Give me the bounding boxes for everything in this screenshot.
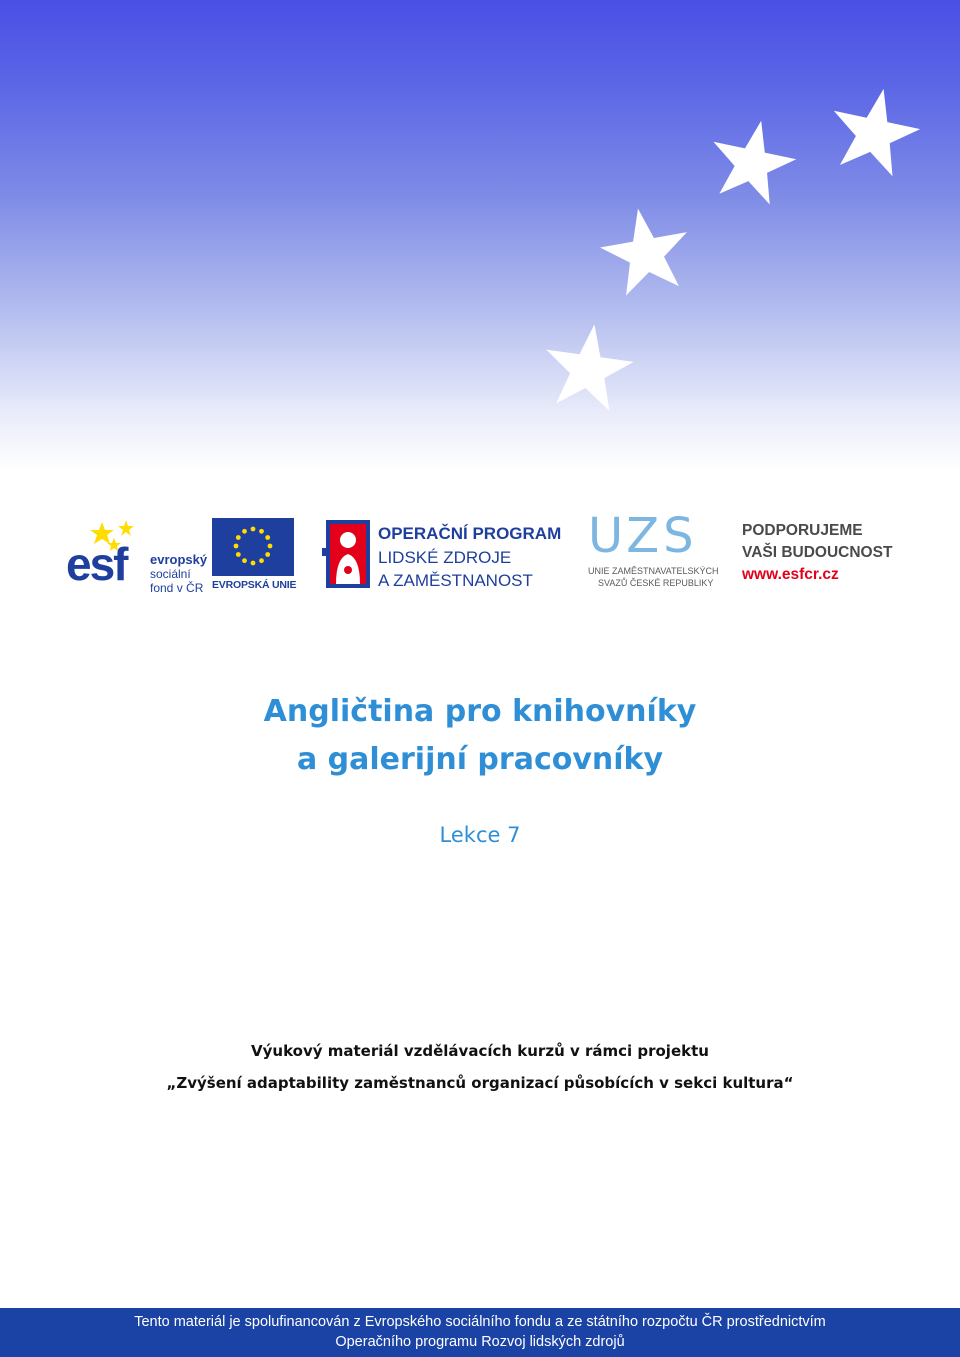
slogan-line-1: PODPORUJEME	[742, 522, 863, 539]
star-icon	[598, 206, 694, 302]
hero-banner	[0, 0, 960, 470]
eu-flag-icon	[212, 518, 294, 576]
uzs-text-2: SVAZŮ ČESKÉ REPUBLIKY	[598, 578, 714, 588]
esf-text-2: sociální	[150, 567, 191, 581]
esf-url[interactable]: www.esfcr.cz	[742, 566, 839, 583]
esf-text-3: fond v ČR	[150, 581, 204, 595]
footer-line-2: Operačního programu Rozvoj lidských zdrojů	[335, 1334, 625, 1350]
support-slogan	[742, 520, 912, 592]
esf-logo	[66, 518, 208, 595]
lesson-number: Lekce 7	[439, 823, 521, 847]
eu-caption: EVROPSKÁ UNIE	[212, 579, 297, 591]
esf-text-1: evropský	[150, 552, 208, 567]
document-title-line-2: a galerijní pracovníky	[296, 742, 664, 777]
esf-mark: esf	[66, 538, 127, 590]
puzzle-person-icon	[322, 518, 374, 590]
star-icon	[540, 322, 636, 418]
uzs-text-1: UNIE ZAMĚSTNAVATELSKÝCH	[588, 566, 719, 576]
op-lzz-text-2: LIDSKÉ ZDROJE	[378, 548, 512, 567]
star-icon	[706, 118, 798, 210]
project-description-line-1: Výukový materiál vzdělávacích kurzů v rámci projektu	[251, 1042, 709, 1060]
logo-strip	[0, 508, 960, 596]
document-title-line-1: Angličtina pro knihovníky	[263, 694, 697, 729]
uzs-mark: UZS	[588, 508, 698, 564]
slogan-line-2: VAŠI BUDOUCNOST	[742, 544, 893, 561]
uzs-logo	[586, 508, 719, 594]
funding-footer	[0, 1308, 960, 1357]
op-lzz-logo	[322, 518, 572, 594]
eu-logo	[212, 518, 296, 592]
project-description-line-2: „Zvýšení adaptability zaměstnanců organizací působících v sekci kultura“	[166, 1074, 794, 1092]
op-lzz-text-3: A ZAMĚSTNANOST	[378, 571, 533, 590]
footer-line-1: Tento materiál je spolufinancován z Evropského sociálního fondu a ze státního rozpočtu ČR prostřednictvím	[134, 1314, 826, 1330]
star-icon	[826, 86, 922, 182]
op-lzz-text-1: OPERAČNÍ PROGRAM	[378, 524, 562, 543]
